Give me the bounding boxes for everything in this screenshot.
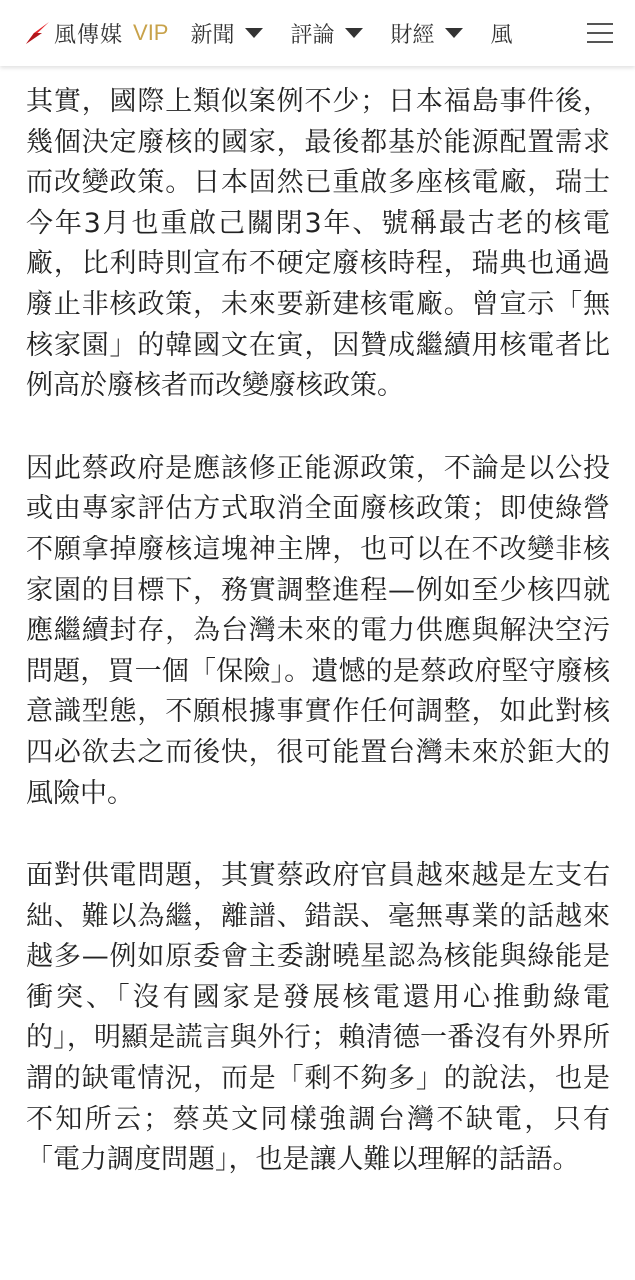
top-navigation-bar [0, 0, 635, 66]
article-body [26, 82, 610, 1181]
nav-item-label: 新聞 [190, 22, 235, 48]
vip-link[interactable]: VIP [133, 20, 169, 45]
menu-line [587, 41, 613, 43]
article-paragraph: 其實，國際上類似案例不少；日本福島事件後，幾個決定廢核的國家，最後都基於能源配置需求而改變政策。日本固然已重啟多座核電廠，瑞士今年3月也重啟己關閉3年、號稱最古老的核電廠，比利時則宣布不硬定廢核時程，瑞典也通過廢止非核政策，未來要新建核電廠。曾宣示「無核家園」的韓國文在寅，因贊成繼續用核電者比例高於廢核者而改變廢核政策。 [26, 86, 610, 402]
hamburger-menu-icon[interactable] [587, 22, 613, 44]
menu-line [587, 32, 613, 34]
nav-item-truncated[interactable] [491, 18, 513, 49]
caret-down-icon [345, 28, 363, 38]
main-nav [190, 18, 512, 49]
nav-item-finance[interactable] [391, 18, 463, 49]
caret-down-icon [245, 28, 263, 38]
site-logo[interactable] [24, 18, 123, 49]
nav-item-label: 風 [490, 22, 513, 48]
article-paragraph: 因此蔡政府是應該修正能源政策，不論是以公投或由專家評估方式取消全面廢核政策；即使綠營不願拿掉廢核這塊神主牌，也可以在不改變非核家園的目標下，務實調整進程—例如至少核四就應繼續封存，為台灣未來的電力供應與解決空污問題，買一個「保險」。遺憾的是蔡政府堅守廢核意識型態，不願根據事實作任何調整，如此對核四必欲去之而後快，很可能置台灣未來於鉅大的風險中。 [26, 452, 610, 809]
caret-down-icon [445, 28, 463, 38]
menu-line [587, 23, 613, 25]
brand-name: 風傳媒 [54, 22, 124, 48]
nav-item-news[interactable] [190, 18, 262, 49]
nav-item-label: 財經 [390, 22, 435, 48]
storm-logo-icon [24, 20, 50, 46]
article-paragraph: 面對供電問題，其實蔡政府官員越來越是左支右絀、難以為繼，離譜、錯誤、毫無專業的話越來越多—例如原委會主委謝曉星認為核能與綠能是衝突、「沒有國家是發展核電還用心推動綠電的」，明顯是謊言與外行；賴清德一番沒有外界所謂的缺電情況，而是「剩不夠多」的說法，也是不知所云；蔡英文同樣強調台灣不缺電，只有「電力調度問題」，也是讓人難以理解的話語。 [26, 860, 610, 1176]
nav-item-opinion[interactable] [291, 18, 363, 49]
nav-item-label: 評論 [290, 22, 335, 48]
